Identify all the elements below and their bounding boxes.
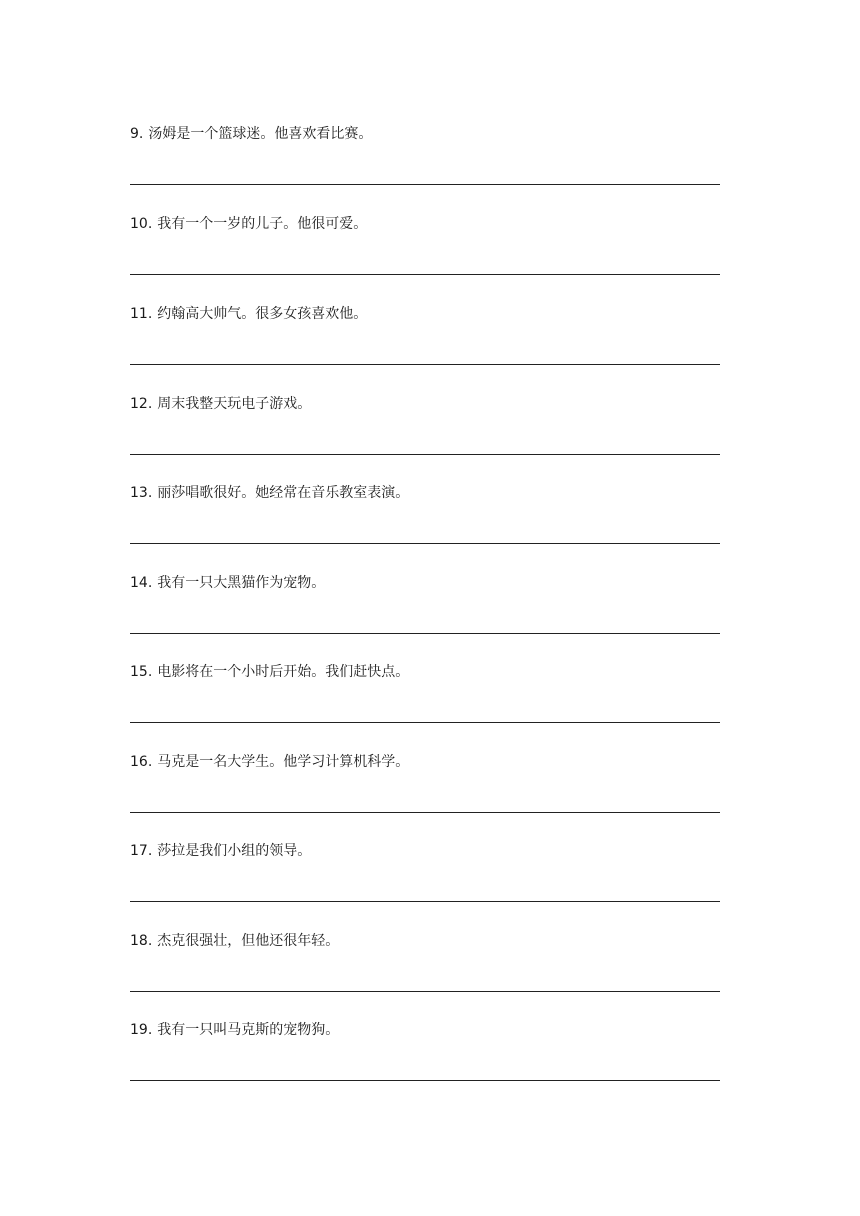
question-number: 14. <box>130 575 153 591</box>
question-number: 12. <box>130 396 153 412</box>
question-item <box>130 123 720 213</box>
question-item <box>130 303 720 393</box>
question-prompt <box>130 393 720 415</box>
question-sentence: 汤姆是一个篮球迷。他喜欢看比赛。 <box>148 126 373 142</box>
answer-line[interactable] <box>130 991 720 992</box>
question-item <box>130 661 720 751</box>
question-item <box>130 751 720 840</box>
question-number: 13. <box>130 485 153 501</box>
question-sentence: 莎拉是我们小组的领导。 <box>157 843 312 859</box>
answer-line[interactable] <box>130 812 720 813</box>
question-prompt <box>130 661 720 683</box>
question-prompt <box>130 1019 720 1041</box>
question-item <box>130 393 720 482</box>
question-number: 19. <box>130 1022 153 1038</box>
answer-line[interactable] <box>130 184 720 185</box>
answer-line[interactable] <box>130 633 720 634</box>
question-sentence: 我有一个一岁的儿子。他很可爱。 <box>157 216 368 232</box>
question-number: 18. <box>130 933 153 949</box>
question-prompt <box>130 482 720 504</box>
question-sentence: 马克是一名大学生。他学习计算机科学。 <box>157 754 410 770</box>
question-item <box>130 1019 720 1109</box>
question-sentence: 我有一只叫马克斯的宠物狗。 <box>157 1022 340 1038</box>
question-number: 10. <box>130 216 153 232</box>
question-item <box>130 930 720 1019</box>
question-prompt <box>130 751 720 773</box>
question-prompt <box>130 930 720 952</box>
question-sentence: 我有一只大黑猫作为宠物。 <box>157 575 326 591</box>
question-prompt <box>130 572 720 594</box>
answer-line[interactable] <box>130 364 720 365</box>
answer-line[interactable] <box>130 1080 720 1081</box>
question-item <box>130 840 720 930</box>
question-sentence: 杰克很强壮，但他还很年轻。 <box>157 933 340 949</box>
question-number: 11. <box>130 306 153 322</box>
question-prompt <box>130 213 720 235</box>
question-sentence: 丽莎唱歌很好。她经常在音乐教室表演。 <box>157 485 410 501</box>
question-item <box>130 482 720 572</box>
question-item <box>130 213 720 303</box>
question-prompt <box>130 840 720 862</box>
question-number: 9. <box>130 126 144 142</box>
answer-line[interactable] <box>130 274 720 275</box>
question-sentence: 电影将在一个小时后开始。我们赶快点。 <box>157 664 410 680</box>
question-number: 16. <box>130 754 153 770</box>
answer-line[interactable] <box>130 543 720 544</box>
question-number: 17. <box>130 843 153 859</box>
question-prompt <box>130 303 720 325</box>
question-number: 15. <box>130 664 153 680</box>
question-item <box>130 572 720 661</box>
answer-line[interactable] <box>130 722 720 723</box>
answer-line[interactable] <box>130 901 720 902</box>
question-prompt <box>130 123 720 145</box>
question-sentence: 约翰高大帅气。很多女孩喜欢他。 <box>157 306 368 322</box>
answer-line[interactable] <box>130 454 720 455</box>
question-sentence: 周末我整天玩电子游戏。 <box>157 396 312 412</box>
question-list <box>130 123 720 1109</box>
